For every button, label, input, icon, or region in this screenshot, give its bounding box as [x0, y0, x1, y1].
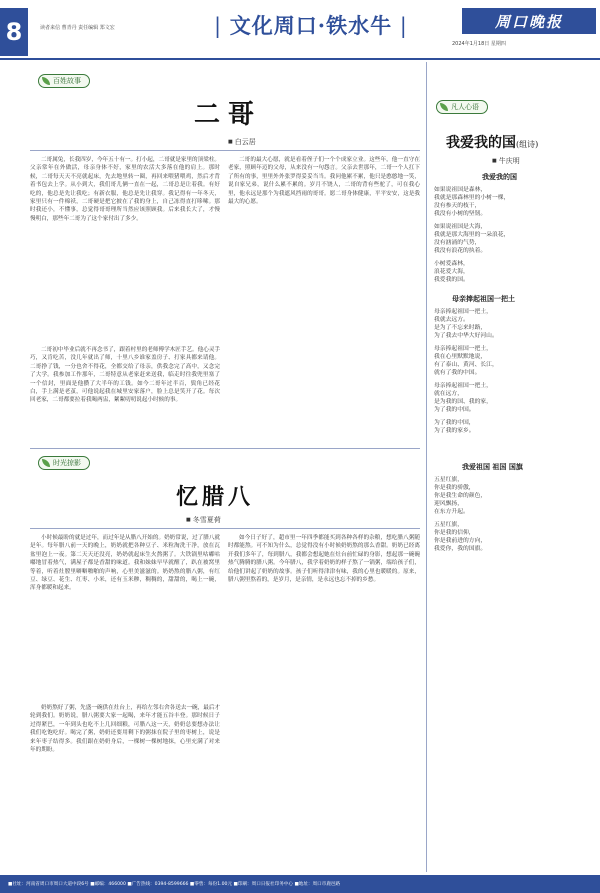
poem-line: 没有参天的枝干，	[434, 203, 481, 209]
poem-subtitle: (组诗)	[516, 140, 539, 149]
column-title-text: 文化周口·铁水牛	[229, 13, 393, 38]
poem-line: 我没有浪花的执着。	[434, 248, 487, 254]
poem-author: ■ 牛庆明	[492, 156, 520, 166]
poem-line: 是为我的国、我的家，	[434, 399, 492, 405]
poem-section-title: 我爱我的国	[482, 172, 517, 181]
article-body-column: 二哥属兔，长我四岁，今年五十有一。打小起，二哥就是家里的顶梁柱。父亲常年在外做活，母亲身体不好，家里的农活大多落在他的肩上。那时候，二哥每天天不亮就起床，先去地里转一圈，再回来喂猪喂鸡，然后才背着书包去上学。从小到大，我们哥儿俩一直在一起，二哥总是让着我。有好吃的，他总是先让我吃；有新衣服，他总是先让我穿。我记得有一年冬天，家里只有一件棉袄，二哥硬是把它披在了我的身上，自己冻得直打哆嗦。那时我还小，不懂事，总觉得哥哥理所当然应该照顾我。后来我长大了，才慢慢明白，那些年二哥为了这个家付出了多少。	[30, 157, 220, 222]
poem-line: 你是我的骄傲，	[434, 485, 475, 491]
poem-line: 如果说祖国是大海，	[434, 224, 487, 230]
article-body-column: 二哥初中毕业后就不再念书了，跟着村里的老师傅学木匠手艺。他心灵手巧，又肯吃苦，没几年就出了师，十里八乡谁家盖房子、打家具都来请他。二哥挣了钱，一分也舍不得花，全都交给了母亲，供我念完了高中，又念完了大学。我参加工作那年，二哥特意从老家赶来送我，临走时往我兜里塞了一个信封，里面是他攒了大半年的工钱。如今二哥年过半百，鬓角已经花白，手上满是老茧，可他说起我在城里安家落户，脸上总是笑开了花。每次回老家，二哥都要拉着我喝两盅，絮絮叨叨说起小时候的事。	[30, 347, 220, 404]
poem-line: 五星红旗，	[434, 477, 463, 483]
article-author: ■ 冬雪夏荷	[186, 515, 221, 525]
section-tag-1	[38, 74, 90, 88]
poem-lines	[434, 186, 509, 284]
section-tag-label: 时光掠影	[53, 459, 81, 467]
poem-line: 母亲捧起祖国一把土，	[434, 346, 492, 352]
article-body-column: 小时候最盼的就是过年，而过年是从腊八开始的。奶奶常说，过了腊八就是年。每年腊八前一天的晚上，奶奶就把各种豆子、米粒淘洗干净，放在瓦盆里泡上一夜。第二天天还没亮，奶奶就起床生火熬粥了。大铁锅里咕嘟咕嘟地冒着热气，满屋子都是香甜的味道。我和妹妹早早就醒了，趴在被窝里等着，听着灶膛里噼噼啪啪的声响，心里美滋滋的。奶奶熬的腊八粥，有红豆、绿豆、花生、红枣、小米，还有玉米糁，稠稠的，甜甜的，喝上一碗，浑身都暖和起来。	[30, 535, 220, 592]
poem-line: 母亲捧起祖国一把土，	[434, 383, 492, 389]
section-tag-label: 凡人心语	[451, 103, 479, 111]
header-divider	[0, 58, 600, 60]
poem-lines	[434, 476, 486, 553]
poem-line: 为了我的中国。	[434, 407, 475, 413]
poem-line: 是为了不忘来时路，	[434, 325, 487, 331]
section-tag-3	[436, 100, 488, 114]
poem-line: 为了我去中华大好河山。	[434, 333, 498, 339]
column-divider	[426, 62, 427, 872]
poem-line: 我就是那森林里的小树一棵，	[434, 195, 510, 201]
article-body-column: 如今日子好了，超市里一年四季都能买到各种各样的杂粮，想吃腊八粥随时都能熬。可不知为什么，总觉得没有小时候奶奶熬的那么香甜。奶奶已经离开我们多年了，每到腊八，我都会想起她在灶台前忙碌的身影，想起那一碗碗热气腾腾的腊八粥。今年腊八，我学着奶奶的样子熬了一锅粥，端给孩子们，给他们讲起了奶奶的故事。孩子们听得津津有味，我的心里也暖暖的。原来，腊八粥里熬着的，是岁月，是亲情，是永远也忘不掉的乡愁。	[228, 535, 420, 584]
poem-line: 在东方升起。	[434, 509, 469, 515]
poem-line: 迎风飘扬，	[434, 501, 463, 507]
poem-line: 我爱我的国。	[434, 277, 469, 283]
poem-line: 我爱你，我的国旗。	[434, 546, 487, 552]
article-body-column: 奶奶熬好了粥，先盛一碗供在灶台上，再给左邻右舍各送去一碗，最后才轮到我们。奶奶说，腊八粥要大家一起喝，来年才能五谷丰登。那时候日子过得紧巴，一年到头也吃不上几回细粮，可腊八这一天，奶奶总要想办法让我们吃饱吃好。喝完了粥，奶奶还要用剩下的粥抹在院子里的枣树上，说是来年枣子结得多。我们跟在奶奶身后，一棵树一棵树地抹，心里充满了对来年的期盼。	[30, 705, 220, 754]
title-bar-right: |	[392, 14, 408, 38]
poem-line: 我就去远方。	[434, 317, 469, 323]
masthead	[0, 0, 600, 62]
poem-section-title: 我爱祖国 祖国 国旗	[462, 462, 523, 471]
poem-title-text: 我爱我的国	[446, 135, 516, 151]
poem-line: 就在远方，	[434, 391, 463, 397]
title-bar-left: |	[214, 14, 230, 38]
footer-bar: ■社址：河南省周口市周口大道中段6号 ■邮编：466000 ■广告热线：0394-8599666 ■零售：每份1.00元 ■印刷：周口日报社印务中心 ■地址：周口市鹿邑路	[0, 875, 600, 893]
poem-line: 我没有小树的坚韧。	[434, 211, 487, 217]
header-info: 读者来信 曹青丹 责任编辑 郑文宏	[40, 25, 115, 31]
leaf-icon	[440, 103, 448, 111]
poem-line: 我就是那大海里的一朵浪花，	[434, 232, 510, 238]
poem-lines	[434, 308, 498, 435]
poem-line: 为了我的家乡。	[434, 428, 475, 434]
section-tag-2	[38, 456, 90, 470]
poem-line: 为了我的中国，	[434, 420, 475, 426]
poem-line: 就有了我的中国。	[434, 370, 481, 376]
poem-line: 你是我的信仰，	[434, 530, 475, 536]
poem-line: 母亲捧起祖国一把土，	[434, 309, 492, 315]
poem-line: 你是我前进的方向，	[434, 538, 487, 544]
page-number: 8	[0, 8, 28, 56]
poem-section-title: 母亲捧起祖国一把土	[452, 294, 515, 303]
leaf-icon	[42, 459, 50, 467]
poem-line: 你是我生命的颜色，	[434, 493, 487, 499]
article-body-column: 二哥的最大心愿，就是看着侄子们一个个成家立业。这些年，他一直守在老家，照顾年迈的父母，从来没有一句怨言。父亲去世那年，二哥一个人扛下了所有的事，里里外外张罗得妥妥当当。我问他累不累，他只是憨憨地一笑，说自家兄弟，说什么累不累的。岁月不饶人，二哥的背有些驼了，可在我心里，他永远是那个为我遮风挡雨的哥哥。愿二哥身体健康，平平安安，这是我最大的心愿。	[228, 157, 420, 206]
article-title: 二哥	[194, 100, 263, 130]
issue-date: 2024年1月18日 星期四	[452, 41, 506, 47]
poem-line: 没有汹涌的气势，	[434, 240, 481, 246]
section-tag-label: 百姓故事	[53, 77, 81, 85]
column-title	[214, 10, 408, 40]
article-divider	[30, 150, 420, 151]
article-divider	[30, 528, 420, 529]
leaf-icon	[42, 77, 50, 85]
section-divider	[30, 448, 420, 449]
poem-line: 我在心里默默地说，	[434, 354, 487, 360]
poem-line: 如果说祖国是森林，	[434, 187, 487, 193]
poem-line: 浪花爱大海，	[434, 269, 469, 275]
article-author: ■ 白云居	[228, 137, 256, 147]
poem-title	[446, 132, 538, 152]
newspaper-brand: 周口晚报	[462, 8, 596, 34]
poem-line: 有了泰山、黄河、长江，	[434, 362, 498, 368]
poem-line: 五星红旗，	[434, 522, 463, 528]
poem-line: 小树爱森林，	[434, 261, 469, 267]
article-title: 忆腊八	[176, 484, 255, 510]
